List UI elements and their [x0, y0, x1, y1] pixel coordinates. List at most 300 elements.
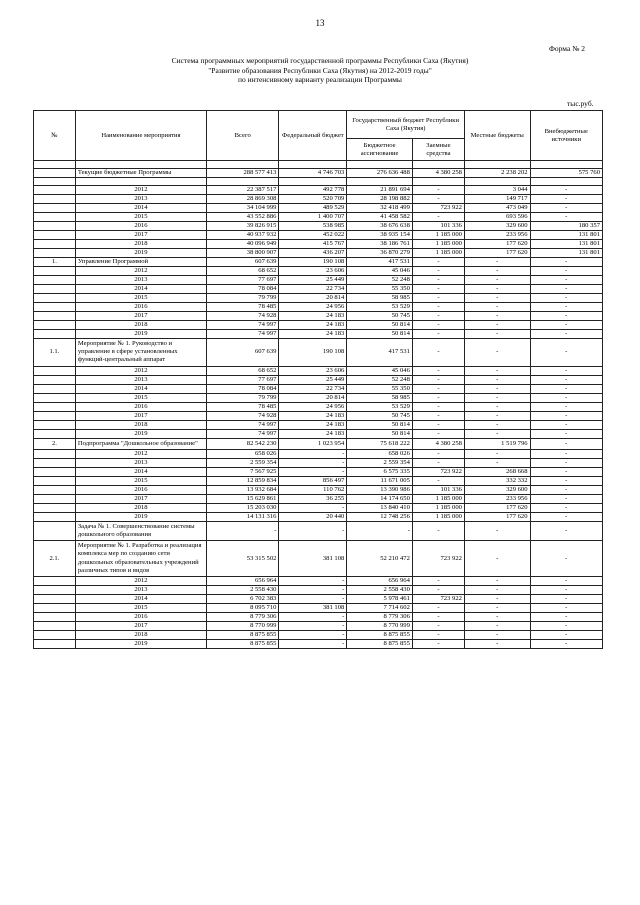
- cell-local: -: [464, 312, 530, 321]
- cell-loan: -: [412, 521, 464, 540]
- row-year: 2019: [75, 249, 206, 258]
- row-number: [34, 276, 76, 285]
- row-number: [34, 458, 76, 467]
- cell-federal: -: [279, 622, 347, 631]
- year-row: [34, 204, 603, 213]
- row-year: 2013: [75, 195, 206, 204]
- header-local: Местные бюджеты: [464, 111, 530, 161]
- row-year: 2012: [75, 449, 206, 458]
- cell-budget-alloc: 8 875 855: [347, 640, 413, 649]
- row-year: 2013: [75, 276, 206, 285]
- cell-extra: -: [530, 485, 602, 494]
- cell-loan: -: [412, 330, 464, 339]
- spacer-row: [34, 178, 603, 186]
- cell-federal: -: [279, 631, 347, 640]
- empty-cell: [412, 161, 464, 169]
- cell-loan: -: [412, 384, 464, 393]
- cell-total: 82 542 230: [207, 438, 279, 449]
- program-row: [34, 258, 603, 267]
- row-year: 2015: [75, 393, 206, 402]
- cell-loan: -: [412, 276, 464, 285]
- cell-budget-alloc: 32 418 499: [347, 204, 413, 213]
- row-name: Мероприятие № 1. Разработка и реализация комплекса мер по созданию сети дошкольных образовательных учреждений различных типов и видов: [75, 541, 206, 577]
- cell-extra: -: [530, 294, 602, 303]
- cell-budget-alloc: 52 248: [347, 375, 413, 384]
- cell-total: 8 770 999: [207, 622, 279, 631]
- row-number: [34, 640, 76, 649]
- cell-local: -: [464, 420, 530, 429]
- cell-local: -: [464, 339, 530, 367]
- row-number: [34, 213, 76, 222]
- cell-budget-alloc: 8 875 855: [347, 631, 413, 640]
- cell-budget-alloc: 7 714 602: [347, 604, 413, 613]
- empty-cell: [347, 178, 413, 186]
- cell-loan: -: [412, 604, 464, 613]
- header-loan: Заемные средства: [412, 139, 464, 161]
- cell-extra: 575 760: [530, 169, 602, 178]
- cell-local: -: [464, 384, 530, 393]
- row-number: [34, 222, 76, 231]
- cell-budget-alloc: 50 745: [347, 312, 413, 321]
- cell-loan: 1 185 000: [412, 249, 464, 258]
- cell-total: 43 552 886: [207, 213, 279, 222]
- cell-loan: 723 922: [412, 204, 464, 213]
- cell-federal: 20 440: [279, 512, 347, 521]
- row-year: 2015: [75, 604, 206, 613]
- row-year: 2014: [75, 467, 206, 476]
- row-number: [34, 411, 76, 420]
- cell-loan: 4 380 258: [412, 438, 464, 449]
- cell-total: 12 859 834: [207, 476, 279, 485]
- cell-extra: -: [530, 285, 602, 294]
- cell-total: 68 652: [207, 366, 279, 375]
- cell-local: -: [464, 294, 530, 303]
- cell-budget-alloc: 50 814: [347, 429, 413, 438]
- cell-budget-alloc: 38 676 638: [347, 222, 413, 231]
- cell-federal: 489 529: [279, 204, 347, 213]
- row-year: 2018: [75, 240, 206, 249]
- cell-total: 34 104 999: [207, 204, 279, 213]
- cell-federal: 23 606: [279, 267, 347, 276]
- row-year: 2017: [75, 231, 206, 240]
- cell-loan: -: [412, 458, 464, 467]
- cell-extra: -: [530, 613, 602, 622]
- cell-federal: 24 183: [279, 429, 347, 438]
- cell-local: -: [464, 411, 530, 420]
- cell-budget-alloc: 28 198 882: [347, 195, 413, 204]
- header-no: №: [34, 111, 76, 161]
- row-number: [34, 586, 76, 595]
- year-row: [34, 303, 603, 312]
- document-title: [0, 56, 640, 85]
- cell-extra: -: [530, 402, 602, 411]
- cell-extra: -: [530, 393, 602, 402]
- year-row: [34, 503, 603, 512]
- row-year: 2019: [75, 429, 206, 438]
- units-label: тыс.руб.: [567, 99, 594, 108]
- row-year: 2012: [75, 577, 206, 586]
- row-number: [34, 186, 76, 195]
- cell-local: -: [464, 595, 530, 604]
- cell-loan: -: [412, 402, 464, 411]
- empty-cell: [207, 161, 279, 169]
- row-name: Задача № 1. Совершенствование системы дошкольного образования: [75, 521, 206, 540]
- cell-budget-alloc: 13 840 410: [347, 503, 413, 512]
- row-number: [34, 622, 76, 631]
- cell-total: 74 997: [207, 429, 279, 438]
- cell-budget-alloc: 656 964: [347, 577, 413, 586]
- cell-extra: -: [530, 312, 602, 321]
- cell-extra: 131 801: [530, 240, 602, 249]
- cell-total: 78 084: [207, 285, 279, 294]
- cell-local: -: [464, 458, 530, 467]
- year-row: [34, 384, 603, 393]
- cell-extra: -: [530, 366, 602, 375]
- row-number: 2.: [34, 438, 76, 449]
- cell-local: -: [464, 366, 530, 375]
- cell-loan: -: [412, 195, 464, 204]
- row-year: 2016: [75, 222, 206, 231]
- cell-federal: 436 207: [279, 249, 347, 258]
- cell-extra: -: [530, 449, 602, 458]
- year-row: [34, 494, 603, 503]
- cell-loan: 101 336: [412, 485, 464, 494]
- row-number: [34, 476, 76, 485]
- program-row: [34, 541, 603, 577]
- cell-budget-alloc: 41 458 582: [347, 213, 413, 222]
- row-year: 2017: [75, 494, 206, 503]
- cell-federal: 24 183: [279, 411, 347, 420]
- cell-loan: 1 185 000: [412, 231, 464, 240]
- cell-federal: 20 814: [279, 393, 347, 402]
- title-line: Система программных мероприятий государственной программы Республики Саха (Якутия): [171, 56, 469, 65]
- row-year: 2018: [75, 631, 206, 640]
- cell-extra: -: [530, 213, 602, 222]
- cell-budget-alloc: 45 046: [347, 366, 413, 375]
- cell-federal: 190 108: [279, 258, 347, 267]
- cell-total: 13 932 684: [207, 485, 279, 494]
- row-name: Подпрограмма "Дошкольное образование": [75, 438, 206, 449]
- row-year: 2015: [75, 213, 206, 222]
- cell-local: 177 620: [464, 503, 530, 512]
- row-number: [34, 631, 76, 640]
- header-extra: Внебюджетные источники: [530, 111, 602, 161]
- cell-budget-alloc: 36 870 279: [347, 249, 413, 258]
- cell-loan: 1 185 000: [412, 240, 464, 249]
- year-row: [34, 240, 603, 249]
- row-number: [34, 521, 76, 540]
- cell-total: 607 639: [207, 339, 279, 367]
- cell-budget-alloc: 417 531: [347, 339, 413, 367]
- cell-federal: 22 734: [279, 384, 347, 393]
- cell-federal: 24 183: [279, 420, 347, 429]
- cell-local: 693 596: [464, 213, 530, 222]
- cell-extra: -: [530, 195, 602, 204]
- year-row: [34, 631, 603, 640]
- cell-budget-alloc: 12 748 256: [347, 512, 413, 521]
- year-row: [34, 186, 603, 195]
- cell-federal: 190 108: [279, 339, 347, 367]
- table-header: [34, 111, 603, 161]
- cell-extra: -: [530, 631, 602, 640]
- cell-local: 329 600: [464, 485, 530, 494]
- cell-federal: -: [279, 586, 347, 595]
- row-number: [34, 503, 76, 512]
- cell-federal: 24 183: [279, 330, 347, 339]
- year-row: [34, 595, 603, 604]
- cell-extra: -: [530, 640, 602, 649]
- cell-loan: -: [412, 476, 464, 485]
- cell-extra: -: [530, 276, 602, 285]
- cell-local: 177 620: [464, 249, 530, 258]
- year-row: [34, 622, 603, 631]
- cell-extra: -: [530, 384, 602, 393]
- program-table: [33, 110, 603, 649]
- header-name: Наименование мероприятия: [75, 111, 206, 161]
- year-row: [34, 249, 603, 258]
- cell-loan: -: [412, 411, 464, 420]
- cell-budget-alloc: 658 026: [347, 449, 413, 458]
- cell-federal: 452 022: [279, 231, 347, 240]
- cell-budget-alloc: 55 350: [347, 285, 413, 294]
- cell-total: 68 652: [207, 267, 279, 276]
- cell-local: 332 332: [464, 476, 530, 485]
- year-row: [34, 276, 603, 285]
- cell-federal: -: [279, 521, 347, 540]
- cell-budget-alloc: 50 814: [347, 330, 413, 339]
- row-year: 2013: [75, 375, 206, 384]
- row-number: [34, 449, 76, 458]
- cell-loan: -: [412, 339, 464, 367]
- cell-extra: 131 801: [530, 231, 602, 240]
- cell-federal: 415 767: [279, 240, 347, 249]
- cell-loan: -: [412, 312, 464, 321]
- cell-federal: 25 449: [279, 276, 347, 285]
- cell-loan: -: [412, 321, 464, 330]
- cell-budget-alloc: 50 745: [347, 411, 413, 420]
- year-row: [34, 577, 603, 586]
- cell-total: 656 964: [207, 577, 279, 586]
- header-federal: Федеральный бюджет: [279, 111, 347, 161]
- cell-federal: -: [279, 595, 347, 604]
- cell-loan: 1 185 000: [412, 512, 464, 521]
- cell-loan: -: [412, 622, 464, 631]
- cell-local: -: [464, 541, 530, 577]
- cell-budget-alloc: 53 529: [347, 402, 413, 411]
- cell-local: -: [464, 276, 530, 285]
- cell-loan: -: [412, 393, 464, 402]
- row-number: [34, 393, 76, 402]
- cell-loan: -: [412, 186, 464, 195]
- cell-loan: -: [412, 640, 464, 649]
- row-year: 2017: [75, 622, 206, 631]
- year-row: [34, 458, 603, 467]
- row-number: 1.: [34, 258, 76, 267]
- cell-budget-alloc: 8 779 306: [347, 613, 413, 622]
- cell-total: 74 928: [207, 312, 279, 321]
- cell-loan: -: [412, 420, 464, 429]
- cell-extra: -: [530, 577, 602, 586]
- cell-local: 473 049: [464, 204, 530, 213]
- empty-cell: [347, 161, 413, 169]
- cell-budget-alloc: 53 529: [347, 303, 413, 312]
- cell-extra: -: [530, 521, 602, 540]
- year-row: [34, 222, 603, 231]
- cell-extra: -: [530, 411, 602, 420]
- row-year: 2016: [75, 485, 206, 494]
- cell-local: -: [464, 577, 530, 586]
- cell-extra: -: [530, 375, 602, 384]
- row-year: 2018: [75, 321, 206, 330]
- cell-federal: -: [279, 449, 347, 458]
- cell-loan: -: [412, 294, 464, 303]
- row-year: 2018: [75, 503, 206, 512]
- program-row: [34, 169, 603, 178]
- spacer-row: [34, 161, 603, 169]
- cell-federal: 856 497: [279, 476, 347, 485]
- year-row: [34, 420, 603, 429]
- cell-federal: 492 778: [279, 186, 347, 195]
- row-number: [34, 467, 76, 476]
- cell-extra: -: [530, 267, 602, 276]
- cell-extra: -: [530, 303, 602, 312]
- row-number: [34, 321, 76, 330]
- cell-total: 38 800 907: [207, 249, 279, 258]
- cell-extra: -: [530, 429, 602, 438]
- cell-total: 607 639: [207, 258, 279, 267]
- cell-total: 22 387 517: [207, 186, 279, 195]
- empty-cell: [530, 178, 602, 186]
- cell-total: -: [207, 521, 279, 540]
- row-number: [34, 240, 76, 249]
- row-number: [34, 577, 76, 586]
- year-row: [34, 640, 603, 649]
- row-year: 2016: [75, 303, 206, 312]
- cell-total: 74 997: [207, 420, 279, 429]
- row-number: [34, 375, 76, 384]
- row-year: 2013: [75, 586, 206, 595]
- cell-federal: 24 956: [279, 303, 347, 312]
- row-year: 2013: [75, 458, 206, 467]
- cell-extra: -: [530, 186, 602, 195]
- cell-local: -: [464, 622, 530, 631]
- year-row: [34, 586, 603, 595]
- cell-local: 177 620: [464, 512, 530, 521]
- empty-cell: [279, 161, 347, 169]
- empty-cell: [464, 178, 530, 186]
- table-body: [34, 161, 603, 649]
- cell-budget-alloc: 2 558 430: [347, 586, 413, 595]
- row-year: 2019: [75, 512, 206, 521]
- row-number: [34, 303, 76, 312]
- cell-total: 77 697: [207, 276, 279, 285]
- empty-cell: [530, 161, 602, 169]
- cell-local: -: [464, 393, 530, 402]
- cell-extra: -: [530, 476, 602, 485]
- cell-budget-alloc: 417 531: [347, 258, 413, 267]
- year-row: [34, 449, 603, 458]
- cell-loan: 1 185 000: [412, 503, 464, 512]
- row-number: [34, 402, 76, 411]
- cell-extra: -: [530, 330, 602, 339]
- cell-extra: -: [530, 438, 602, 449]
- empty-cell: [75, 178, 206, 186]
- row-year: 2016: [75, 402, 206, 411]
- cell-total: 8 095 710: [207, 604, 279, 613]
- year-row: [34, 330, 603, 339]
- empty-cell: [34, 178, 76, 186]
- cell-federal: 538 985: [279, 222, 347, 231]
- year-row: [34, 312, 603, 321]
- cell-local: 149 717: [464, 195, 530, 204]
- empty-cell: [279, 178, 347, 186]
- year-row: [34, 285, 603, 294]
- cell-loan: -: [412, 429, 464, 438]
- cell-total: 78 485: [207, 303, 279, 312]
- cell-local: -: [464, 613, 530, 622]
- year-row: [34, 213, 603, 222]
- cell-total: 658 026: [207, 449, 279, 458]
- cell-total: 53 315 502: [207, 541, 279, 577]
- cell-loan: -: [412, 285, 464, 294]
- cell-budget-alloc: 276 636 488: [347, 169, 413, 178]
- cell-local: -: [464, 429, 530, 438]
- cell-budget-alloc: 14 174 650: [347, 494, 413, 503]
- cell-federal: 4 746 703: [279, 169, 347, 178]
- cell-extra: -: [530, 622, 602, 631]
- cell-loan: -: [412, 303, 464, 312]
- row-number: [34, 312, 76, 321]
- cell-budget-alloc: 11 671 005: [347, 476, 413, 485]
- cell-budget-alloc: -: [347, 521, 413, 540]
- row-number: [34, 485, 76, 494]
- row-number: [34, 494, 76, 503]
- cell-federal: -: [279, 503, 347, 512]
- cell-local: -: [464, 631, 530, 640]
- cell-budget-alloc: 13 390 986: [347, 485, 413, 494]
- cell-loan: -: [412, 577, 464, 586]
- cell-budget-alloc: 38 186 761: [347, 240, 413, 249]
- header-total: Всего: [207, 111, 279, 161]
- cell-total: 79 799: [207, 294, 279, 303]
- cell-local: -: [464, 640, 530, 649]
- cell-federal: 25 449: [279, 375, 347, 384]
- row-number: [34, 204, 76, 213]
- cell-loan: -: [412, 449, 464, 458]
- cell-local: 177 620: [464, 240, 530, 249]
- cell-federal: 381 108: [279, 541, 347, 577]
- title-line: по интенсивному варианту реализации Программы: [238, 75, 402, 85]
- cell-loan: -: [412, 586, 464, 595]
- year-row: [34, 604, 603, 613]
- cell-total: 78 485: [207, 402, 279, 411]
- row-number: [34, 595, 76, 604]
- cell-budget-alloc: 58 985: [347, 294, 413, 303]
- year-row: [34, 393, 603, 402]
- cell-loan: 723 922: [412, 541, 464, 577]
- cell-total: 77 697: [207, 375, 279, 384]
- cell-extra: -: [530, 204, 602, 213]
- cell-local: -: [464, 449, 530, 458]
- cell-local: 1 519 796: [464, 438, 530, 449]
- cell-total: 79 799: [207, 393, 279, 402]
- cell-budget-alloc: 5 978 461: [347, 595, 413, 604]
- year-row: [34, 613, 603, 622]
- cell-total: 288 577 413: [207, 169, 279, 178]
- cell-loan: -: [412, 375, 464, 384]
- year-row: [34, 485, 603, 494]
- row-number: [34, 231, 76, 240]
